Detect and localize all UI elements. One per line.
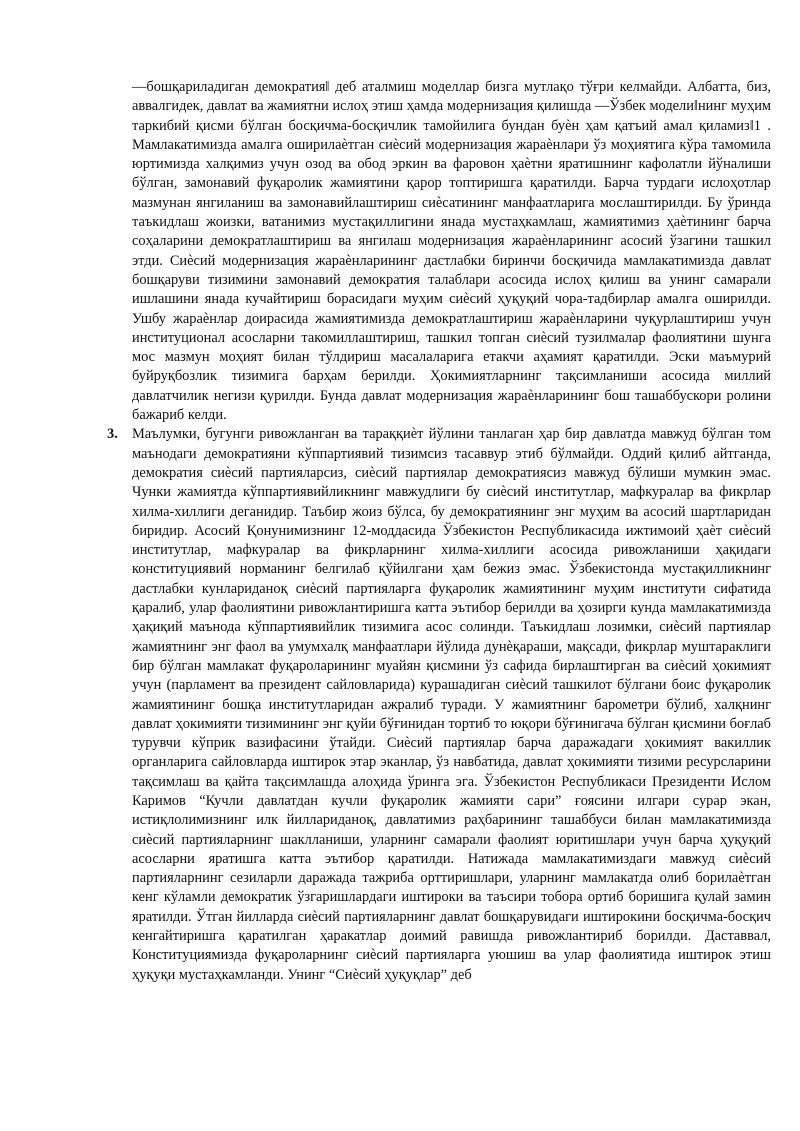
document-body <box>107 78 771 985</box>
list-item-3 <box>107 425 771 985</box>
intro-paragraph: ―бошқариладиган демократия‖ деб аталмиш моделлар бизга мутлақо тўғри келмайди. Албатта, биз, аввалгидек, давлат ва жамиятни ислоҳ этиш ҳамда модернизация қилишда ―Ўзбек модели‖нинг муҳим таркибий қисми бўлган босқичма-босқичлик тамойилига бундан буѐн ҳам қатъий амал қиламиз‖1 . Мамлакатимизда амалга оширилаѐтган сиѐсий модернизация жараѐнлари ўз моҳиятига кўра тамомила юртимизда халқимиз учун озод ва обод эркин ва фаровон ҳаѐтни яратишнинг кафолатли йўналиши бўлган, замонавий фуқаролик жамиятини қарор топтиришга қаратилди. Барча турдаги ислоҳотлар мазмунан янгиланиш ва замонавийлаштириш сиѐсатининг манфаатларига мослаштирилди. Бу ўринда таъкидлаш жоизки, ватанимиз мустақиллигини янада мустаҳкамлаш, жамиятимиз ҳаѐтининг барча соҳаларини демократлаштириш ва янгилаш модернизация жараѐнларининг асосий ўзагини ташкил этди. Сиѐсий модернизация жараѐнларининг дастлабки биринчи босқичида мамлакатимизда давлат бошқаруви тизимини замонавий демократия талаблари асосида ислоҳ қилиш ва унинг самарали ишлашини янада кучайтириш борасидаги муҳим сиѐсий ҳуқуқий чора-тадбирлар амалга оширилди. Ушбу жараѐнлар доирасида жамиятимизда демократлаштириш жараѐнларини чуқурлаштириш учун институционал асосларни такомиллаштириш, ташкил топган сиѐсий тузилмалар фаолиятини шунга мос мазмун моҳият билан тўлдириш масалаларига етакчи аҳамият қаратилди. Эски маъмурий буйруқбозлик тизимига барҳам берилди. Ҳокимиятларнинг тақсимланиши асосида миллий давлатчилик негизи қурилди. Бунда давлат модернизация жараѐнларининг бош ташаббускори ролини бажариб келди. <box>132 79 771 424</box>
list-number: 3. <box>107 426 118 443</box>
list-item-text: Маълумки, бугунги ривожланган ва тараққиѐт йўлини танлаган ҳар бир давлатда мавжуд бўлган том маънодаги демократияни кўппартиявий тизимсиз тасаввур этиб бўлмайди. Оддий қилиб айтганда, демократия сиѐсий партияларсиз, сиѐсий партиялар демократиясиз мавжуд бўлиши мумкин эмас. Чунки жамиятда кўппартиявийликнинг мавжудлиги бу сиѐсий институтлар, мафкуралар ва фикрлар хилма-хиллиги деганидир. Таъбир жоиз бўлса, бу демократиянинг энг муҳим ва асосий шартларидан биридир. Асосий Қонунимизнинг 12-моддасида Ўзбекистон Республикасида ижтимоий ҳаѐт сиѐсий институтлар, мафкуралар ва фикрларнинг хилма-хиллиги асосида ривожланиши ҳақидаги конституциявий норманинг белгилаб қўйилгани ҳам бежиз эмас. Ўзбекистонда мустақилликнинг дастлабки кунлариданоқ сиѐсий партияларга фуқаролик жамиятининг муҳим институти сифатида қаралиб, улар фаолиятини ривожлантиришга катта эътибор берилди ва ҳозирги кунда мамлакатимизда ҳақиқий маънода кўппартиявийлик тизимига асос солинди. Таъкидлаш лозимки, сиѐсий партиялар жамиятнинг энг фаол ва умумхалқ манфаатлари йўлида дунѐқараши, мақсади, фикрлар муштараклиги бир бўлган мамлакат фуқароларининг муайян қисмини ўз сафида бирлаштирган ва сиѐсий ҳокимият учун (парламент ва президент сайловларида) курашадиган сиѐсий ташкилот бўлгани боис фуқаролик жамиятининг бошқа институтларидан ажралиб туради. У жамиятнинг барометри бўлиб, халқнинг давлат ҳокимияти тизимининг энг қуйи бўғинидан тортиб то юқори бўғинигача бўлган қисмини боғлаб турувчи кўприк вазифасини ўтайди. Сиѐсий партиялар барча даражадаги ҳокимият вакиллик органларига сайловларда иштирок этар эканлар, ўз навбатида, давлат ҳокимияти тизими ресурсларини тақсимлаш ва қайта тақсимлашда алоҳида ўринга эга. Ўзбекистон Республикаси Президенти Ислом Каримов “Кучли давлатдан кучли фуқаролик жамияти сари” ғоясини илгари сурар экан, истиқлолимизнинг илк йиллариданоқ, давлатимиз раҳбарининг ташаббуси билан мамлакатимизда сиѐсий партияларнинг шаклланиши, уларнинг самарали фаолият юритишлари учун барча ҳуқуқий асосларни яратишга катта эътибор қаратилди. Натижада мамлакатимиздаги мавжуд сиѐсий партияларнинг сезиларли даражада тажриба орттиришлари, уларнинг мамлакатда олиб борилаѐтган кенг кўламли демократик ўзгаришлардаги иштироки ва таъсири тобора ортиб боришига қулай замин яратилди. Ўтган йилларда сиѐсий партияларнинг давлат бошқарувидаги иштирокини босқичма-босқич кенгайтиришга қаратилган ҳаракатлар доимий равишда ривожлантириб борилди. Даставвал, Конституциямизда фуқароларнинг сиѐсий партияларга уюшиш ва улар фаолиятида иштирок этиш ҳуқуқи мустаҳкамланди. Унинг “Сиѐсий ҳуқуқлар” деб <box>132 426 771 983</box>
